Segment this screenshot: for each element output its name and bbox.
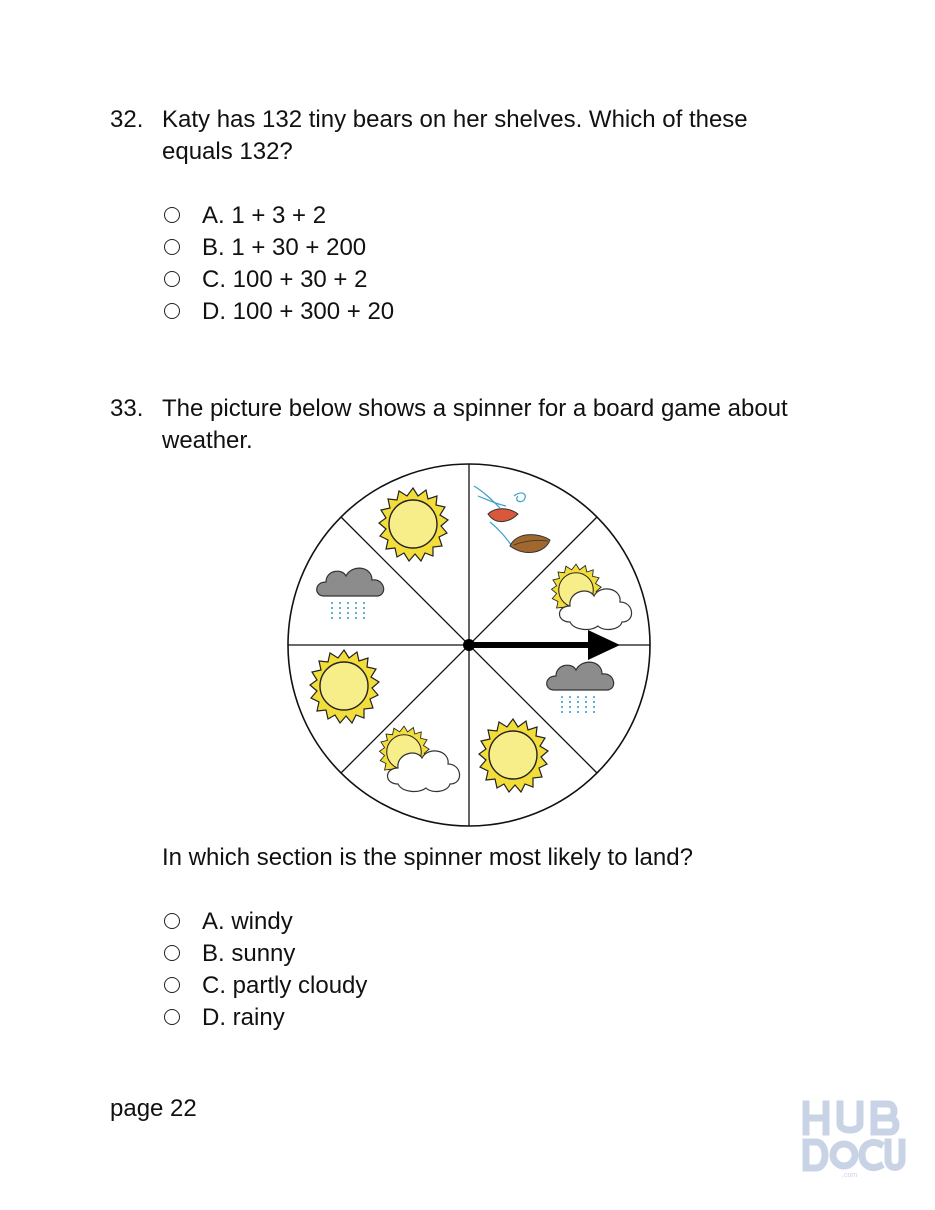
option-label: D. rainy <box>202 1004 285 1031</box>
question-number: 32. <box>110 106 144 133</box>
question-text: The picture below shows a spinner for a board game about weather. <box>162 395 788 454</box>
radio-button[interactable] <box>164 1009 180 1025</box>
option-label: D. 100 + 300 + 20 <box>202 298 395 325</box>
radio-button[interactable] <box>164 945 180 961</box>
hubdocu-logo <box>798 1098 908 1178</box>
radio-button[interactable] <box>164 207 180 223</box>
radio-button[interactable] <box>164 239 180 255</box>
option-label: C. 100 + 30 + 2 <box>202 266 368 293</box>
svg-text:.com: .com <box>842 1172 858 1178</box>
option-label: C. partly cloudy <box>202 972 368 999</box>
question-text: Katy has 132 tiny bears on her shelves. Which of these equals 132? <box>162 106 748 165</box>
option-label: B. sunny <box>202 940 296 967</box>
radio-button[interactable] <box>164 913 180 929</box>
question-prompt: In which section is the spinner most likely to land? <box>162 844 693 871</box>
option-label: A. 1 + 3 + 2 <box>202 202 327 229</box>
weather-spinner <box>285 461 653 829</box>
radio-button[interactable] <box>164 271 180 287</box>
radio-button[interactable] <box>164 977 180 993</box>
radio-button[interactable] <box>164 303 180 319</box>
option-label: B. 1 + 30 + 200 <box>202 234 367 261</box>
option-label: A. windy <box>202 908 293 935</box>
page-number: page 22 <box>110 1095 197 1122</box>
question-number: 33. <box>110 395 144 422</box>
